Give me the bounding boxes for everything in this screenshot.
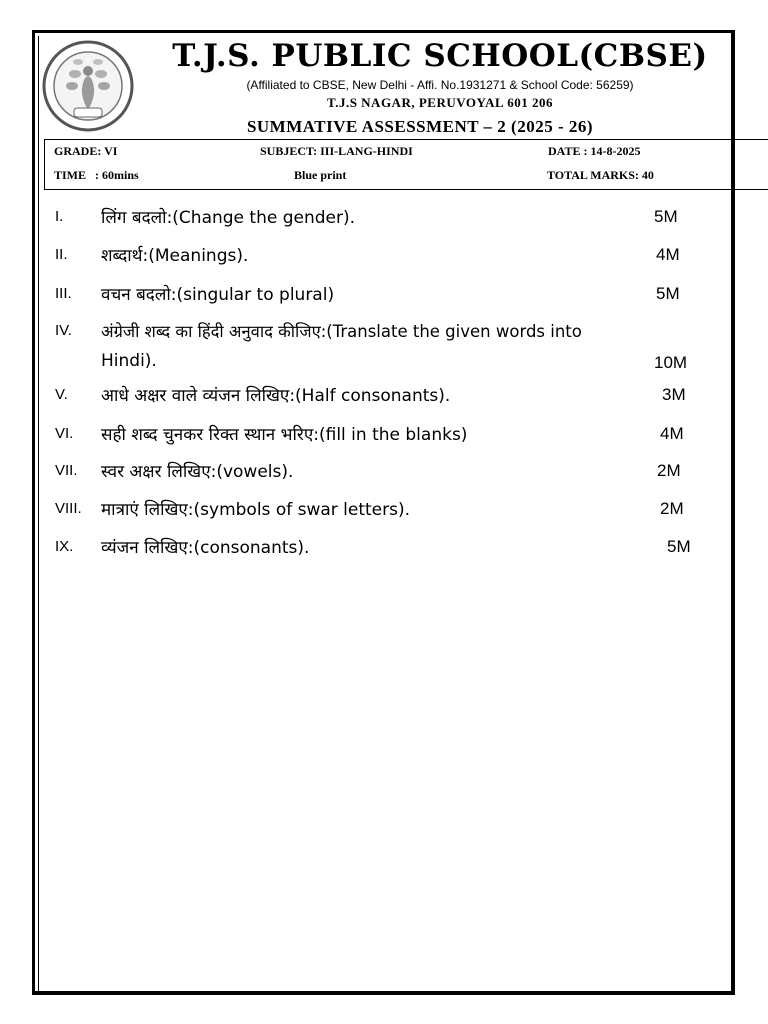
question-marks: 10M	[654, 353, 688, 372]
total-marks-label: TOTAL MARKS: 40	[547, 168, 654, 182]
school-address: T.J.S NAGAR, PERUVOYAL 601 206	[326, 95, 553, 110]
question-text: स्वर अक्षर लिखिए:(vowels).	[101, 462, 294, 482]
question-number: II.	[55, 246, 68, 263]
question-number: III.	[55, 285, 72, 302]
question-text: आधे अक्षर वाले व्यंजन लिखिए:(Half consonants).	[101, 386, 451, 406]
exam-title: SUMMATIVE ASSESSMENT – 2 (2025 - 26)	[246, 117, 594, 136]
question-number: I.	[55, 208, 64, 225]
question-text: शब्दार्थ:(Meanings).	[101, 246, 249, 266]
question-marks: 4M	[660, 424, 684, 443]
question-marks: 2M	[657, 461, 681, 480]
question-number: VII.	[55, 462, 78, 479]
question-number: VIII.	[55, 500, 82, 517]
paper-type-label: Blue print	[294, 168, 347, 182]
question-marks: 5M	[656, 284, 680, 303]
question-text: अंग्रेजी शब्द का हिंदी अनुवाद कीजिए:(Translate the given words into	[101, 322, 582, 341]
question-text: मात्राएं लिखिए:(symbols of swar letters).	[101, 500, 411, 520]
question-number: IX.	[55, 538, 74, 555]
affiliation-line: (Affiliated to CBSE, New Delhi - Affi. No.1931271 & School Code: 56259)	[246, 78, 634, 92]
question-number: VI.	[55, 425, 74, 442]
date-label: DATE : 14-8-2025	[548, 144, 641, 158]
question-marks: 5M	[654, 207, 678, 226]
question-text: वचन बदलो:(singular to plural)	[101, 285, 335, 305]
school-logo	[42, 40, 134, 132]
question-text: सही शब्द चुनकर रिक्त स्थान भरिए:(fill in the blanks)	[101, 425, 468, 445]
grade-label: GRADE: VI	[54, 144, 118, 158]
question-number: IV.	[55, 322, 72, 339]
subject-label: SUBJECT: III-LANG-HINDI	[260, 144, 413, 158]
question-marks: 3M	[662, 385, 686, 404]
school-name: T.J.S. PUBLIC SCHOOL(CBSE)	[172, 38, 708, 74]
question-marks: 5M	[667, 537, 691, 556]
page-border-inner-line	[38, 36, 39, 991]
question-text-continued: Hindi).	[101, 351, 157, 371]
question-marks: 4M	[656, 245, 680, 264]
question-text: व्यंजन लिखिए:(consonants).	[101, 538, 310, 558]
question-text: लिंग बदलो:(Change the gender).	[101, 208, 356, 228]
question-number: V.	[55, 386, 68, 403]
question-marks: 2M	[660, 499, 684, 518]
time-label: TIME : 60mins	[54, 168, 139, 182]
